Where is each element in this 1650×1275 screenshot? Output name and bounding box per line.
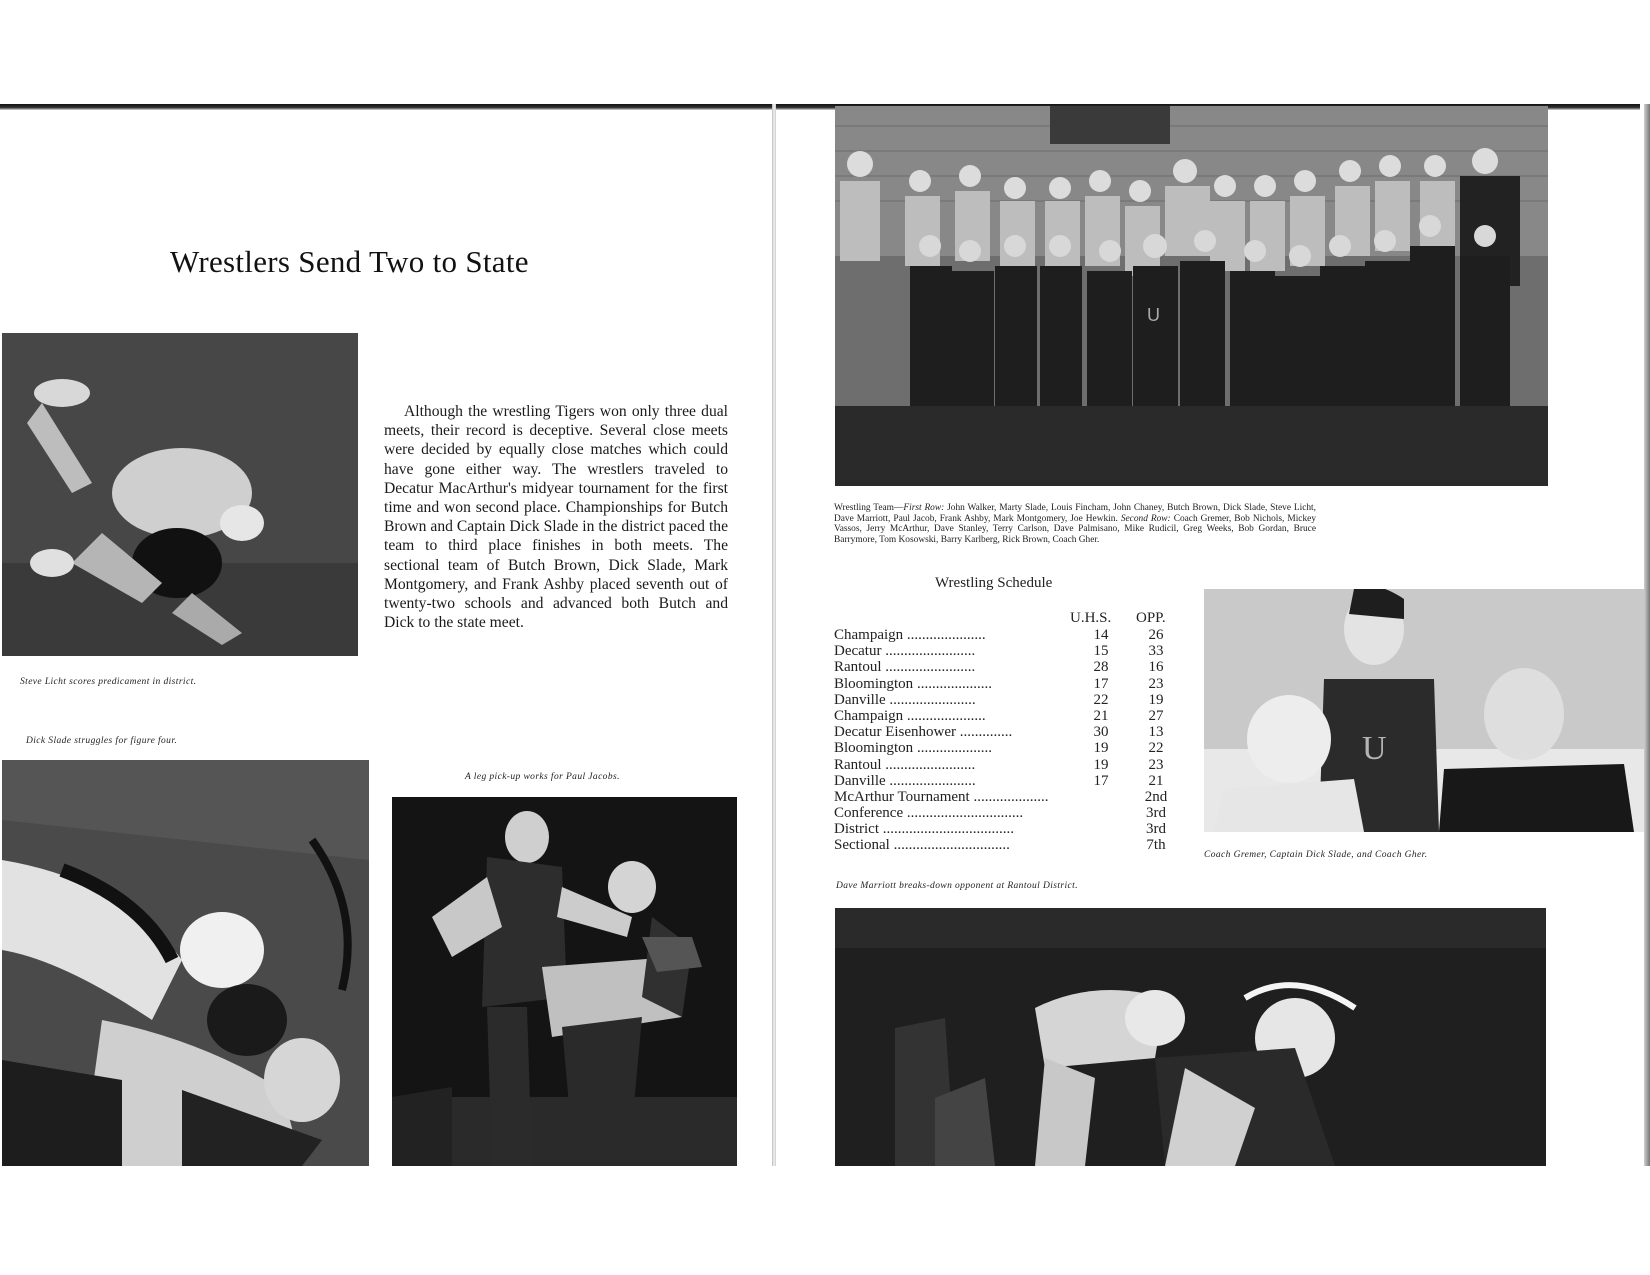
schedule-row	[834, 659, 1174, 675]
team-caption-second-row: Coach Gremer, Bob Nichols, Mickey Vassos, Jerry McArthur, Dave Stanley, Terry Carlson, Dave Palmisano, Mike Rudicil, Greg Weeks, Bob Gordan, Bruce Barrymore, Tom Kosowski, Barry Karlberg, Rick Brown, Coach Gher.	[834, 513, 1317, 545]
schedule-tournament-place: 7th	[1146, 837, 1166, 854]
page-title: Wrestlers Send Two to State	[170, 244, 529, 279]
schedule-row	[834, 708, 1174, 724]
photo-steve-licht	[2, 333, 358, 656]
caption-marriott: Dave Marriott breaks-down opponent at Rantoul District.	[836, 881, 1078, 891]
schedule-col-opp: OPP.	[1136, 610, 1166, 626]
coach-jersey-letter: U	[1362, 730, 1387, 767]
schedule-uhs-score: 14	[1093, 627, 1109, 643]
schedule-uhs-score: 30	[1093, 724, 1109, 741]
photo-coaches-captain	[1204, 589, 1644, 832]
schedule-uhs-score: 28	[1093, 659, 1109, 676]
schedule-tournament: Sectional ...............................	[834, 837, 1010, 854]
schedule-opponent: Rantoul ........................	[834, 756, 976, 773]
schedule-tournament-place: 3rd	[1146, 821, 1166, 838]
team-caption-second-row-label: Second Row:	[1120, 513, 1171, 524]
photo-dick-slade	[2, 760, 369, 1166]
schedule-tournament-row	[834, 805, 1174, 821]
team-caption	[834, 503, 1316, 545]
schedule-opponent: Decatur Eisenhower ..............	[834, 724, 1013, 741]
schedule-opponent: Danville .......................	[834, 772, 976, 789]
schedule-opp-score: 22	[1148, 740, 1164, 757]
schedule-tournament-row	[834, 821, 1174, 837]
schedule-tournament: McArthur Tournament ....................	[834, 788, 1049, 805]
caption-dick-slade: Dick Slade struggles for figure four.	[26, 736, 178, 746]
schedule-row	[834, 740, 1174, 756]
photo-marriott	[835, 908, 1546, 1166]
caption-coaches: Coach Gremer, Captain Dick Slade, and Coach Gher.	[1204, 850, 1428, 860]
schedule-opp-score: 23	[1148, 756, 1164, 773]
caption-leg-pickup: A leg pick-up works for Paul Jacobs.	[465, 772, 620, 782]
schedule-opponent: Rantoul ........................	[834, 659, 976, 676]
schedule-opp-score: 13	[1148, 724, 1164, 741]
schedule-opponent: Champaign .....................	[834, 627, 986, 643]
team-jersey-letter: U	[1147, 305, 1160, 325]
schedule-tournament: District ...................................	[834, 821, 1014, 838]
schedule-tournament-row	[834, 837, 1174, 853]
body-paragraph: Although the wrestling Tigers won only three dual meets, their record is deceptive. Several close meets were decided by equally close matches which could have gone either way. The wrestlers traveled to Decatur MacArthur's midyear tournament for the first time and won second place. Championships for Butch Brown and Captain Dick Slade in the district paced the team to third place finishes in both meets. The sectional team of Butch Brown, Dick Slade, Mark Montgomery, and Frank Ashby placed seventh out of twenty-two schools and advanced both Butch and Dick to the state meet.	[384, 403, 728, 632]
photo-wrestling-team	[835, 106, 1548, 486]
schedule-opponent: Champaign .....................	[834, 707, 986, 724]
schedule-uhs-score: 15	[1093, 643, 1109, 660]
schedule-uhs-score: 19	[1093, 740, 1109, 757]
schedule-tournament-place: 3rd	[1146, 805, 1166, 822]
schedule-opp-score: 26	[1148, 627, 1164, 643]
schedule-title: Wrestling Schedule	[935, 575, 1053, 591]
schedule-row	[834, 676, 1174, 692]
schedule-row	[834, 724, 1174, 740]
schedule-uhs-score: 17	[1093, 772, 1109, 789]
schedule-uhs-score: 19	[1093, 756, 1109, 773]
schedule-uhs-score: 22	[1093, 691, 1109, 708]
team-caption-first-row-label: First Row:	[903, 503, 945, 513]
schedule-tournament: Conference ...............................	[834, 805, 1024, 822]
team-caption-lead: Wrestling Team—	[834, 503, 904, 513]
schedule-row	[834, 627, 1174, 643]
schedule-col-uhs: U.H.S.	[1070, 610, 1112, 626]
schedule-opp-score: 16	[1148, 659, 1164, 676]
wrestling-schedule	[834, 610, 1174, 854]
schedule-row	[834, 643, 1174, 659]
schedule-uhs-score: 17	[1093, 675, 1109, 692]
photo-leg-pickup	[392, 797, 737, 1166]
schedule-opponent: Decatur ........................	[834, 643, 976, 660]
schedule-opp-score: 23	[1148, 675, 1164, 692]
caption-steve-licht: Steve Licht scores predicament in district.	[20, 677, 197, 687]
schedule-uhs-score: 21	[1093, 707, 1109, 724]
schedule-tournament-row	[834, 789, 1174, 805]
schedule-header	[834, 610, 1174, 627]
schedule-row	[834, 692, 1174, 708]
schedule-opp-score: 27	[1148, 707, 1164, 724]
team-caption-first-row: John Walker, Marty Slade, Louis Fincham, John Chaney, Butch Brown, Dick Slade, Steve Licht, Dave Marriott, Paul Jacob, Frank Ashby, Mark Montgomery, Joe Hewkin.	[834, 503, 1317, 524]
schedule-row	[834, 773, 1174, 789]
schedule-tournament-place: 2nd	[1144, 788, 1168, 805]
schedule-row	[834, 757, 1174, 773]
schedule-opponent: Danville .......................	[834, 691, 976, 708]
schedule-opp-score: 33	[1148, 643, 1164, 660]
schedule-opponent: Bloomington ....................	[834, 740, 992, 757]
schedule-opp-score: 19	[1148, 691, 1164, 708]
book-gutter	[772, 104, 776, 1166]
page-right-edge	[1644, 104, 1650, 1166]
schedule-opp-score: 21	[1148, 772, 1164, 789]
schedule-opponent: Bloomington ....................	[834, 675, 992, 692]
